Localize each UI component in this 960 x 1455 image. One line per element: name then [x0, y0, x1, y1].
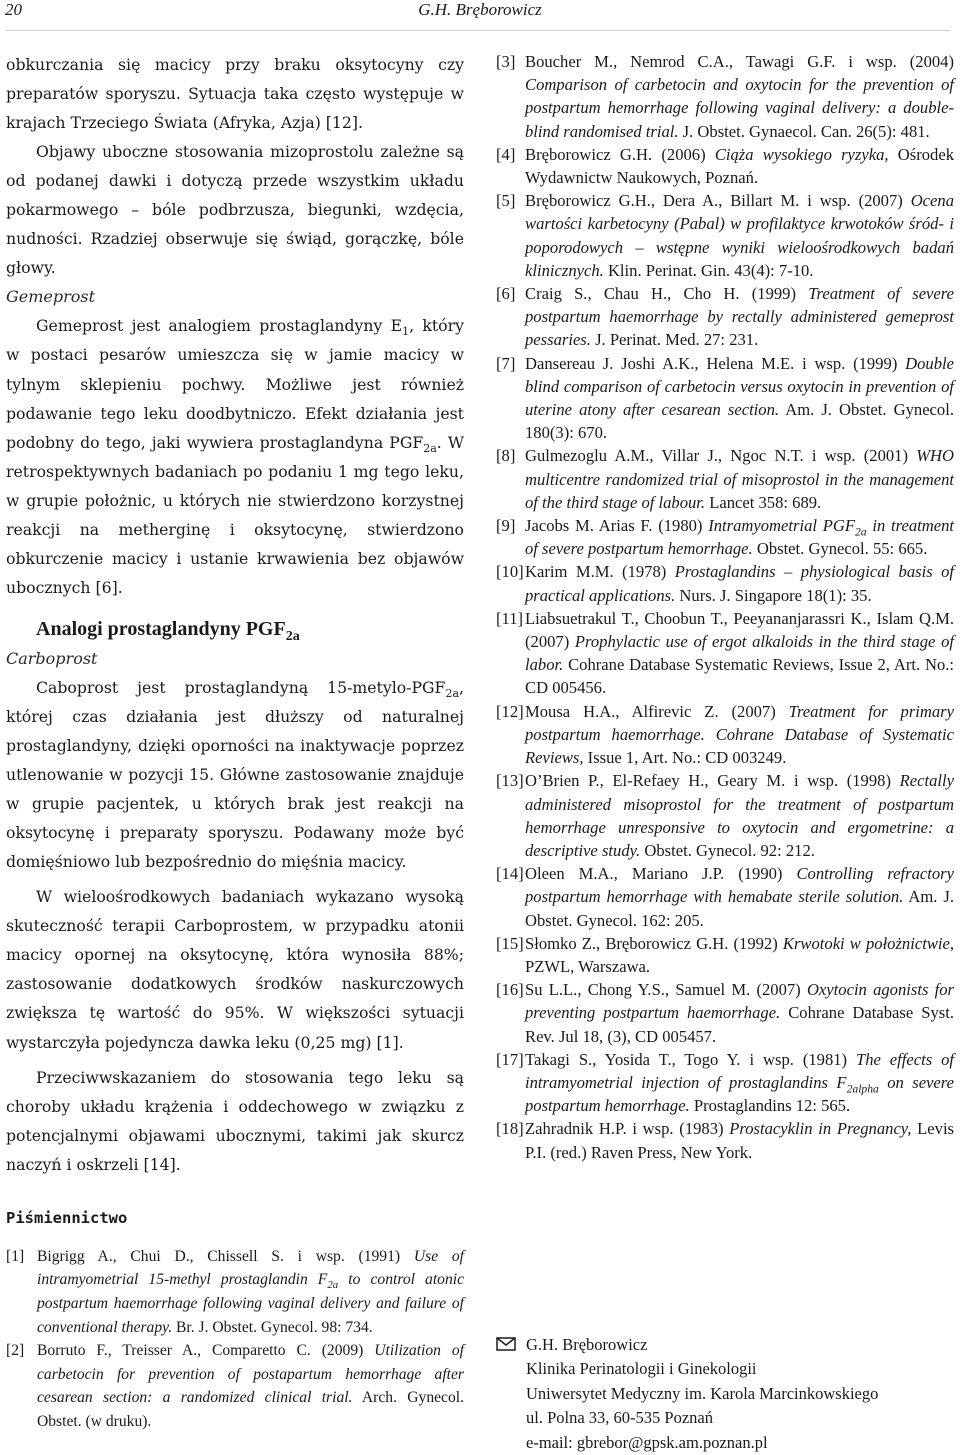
reference-text — [525, 352, 954, 445]
subscript: 2a — [327, 1279, 339, 1292]
reference-title-text: Rectally administered misoprostol for the treatment of postpartum hemorrhage unresponsive to oxytocin and ergometrine: a descriptive study. — [525, 771, 954, 860]
reference-source: Am. J. Obstet. Gynecol. 180(3): 670. — [525, 400, 954, 443]
paragraph-gemeprost — [6, 311, 464, 601]
reference-title — [715, 145, 889, 164]
reference-title-text: Treatment for primary postpartum haemorrhage. Cohrane Database of Systematic Reviews, — [525, 701, 954, 768]
contact-email[interactable]: e-mail: gbrebor@gpsk.am.poznan.pl — [526, 1432, 768, 1452]
reference-number: [2] — [6, 1342, 25, 1360]
reference-source: Arch. Gynecol. Obstet. (w druku). — [37, 1389, 464, 1430]
contact-line: Klinika Perinatologii i Ginekologii — [526, 1359, 757, 1379]
reference-text — [525, 932, 954, 978]
reference-text — [525, 143, 954, 189]
reference-title-text: Double blind comparison of carbetocin versus oxytocin in prevention of uterine atony after cesarean section. — [525, 353, 954, 420]
reference-source: J. Perinat. Med. 27: 231. — [590, 330, 759, 350]
text-run: , który w postaci pesarów umieszcza się w jamie macicy w tylnym sklepieniu pochwy. Możliwe jest również podawanie tego leku doodbytniczo. Efekt działania jest podobny do tego, jaki wywiera prostaglandyna PGF — [6, 316, 464, 452]
reference-number: [1] — [6, 1247, 25, 1265]
reference-item — [496, 352, 954, 445]
subscript: 2a — [285, 628, 300, 644]
reference-text — [525, 1048, 954, 1118]
reference-title-text: Comparison of carbetocin and oxytocin for the prevention of postpartum hemorrhage following vaginal delivery: a double-blind randomised trial. — [525, 75, 954, 141]
reference-authors: Borruto F., Treisser A., Comparetto C. (2009) — [37, 1342, 375, 1360]
reference-source: Prostaglandins 12: 565. — [689, 1096, 851, 1116]
left-column — [6, 50, 464, 1433]
reference-number: [13] — [496, 771, 524, 791]
reference-text — [37, 1245, 464, 1339]
reference-text — [525, 560, 954, 606]
reference-number: [3] — [496, 52, 516, 71]
reference-source: Lancet 358: 689. — [705, 492, 822, 512]
correspondence-block — [496, 1333, 954, 1455]
reference-authors: Gulmezoglu A.M., Villar J., Ngoc N.T. i wsp. (2001) — [525, 446, 917, 466]
reference-source: Am. J. Obstet. Gynecol. 162: 205. — [525, 887, 955, 930]
paragraph-carboprost — [6, 673, 464, 876]
reference-source: Cohrane Database Systematic Reviews, Issue 2, Art. No.: CD 005456. — [525, 655, 954, 698]
reference-number: [17] — [496, 1049, 524, 1069]
reference-number: [6] — [496, 284, 516, 304]
subscript: 2a — [423, 441, 437, 455]
reference-item — [496, 862, 954, 932]
contact-line: Uniwersytet Medyczny im. Karola Marcinkowskiego — [526, 1383, 879, 1403]
spacer — [6, 1229, 464, 1245]
header-rule — [5, 30, 950, 31]
reference-authors: Słomko Z., Bręborowicz G.H. (1992) — [525, 933, 783, 953]
reference-authors: Bręborowicz G.H. (2006) — [525, 144, 715, 164]
reference-item — [496, 143, 954, 189]
reference-title-text: Prophylactic use of ergot alkaloids in the third stage of labor. — [525, 632, 954, 675]
reference-source: Br. J. Obstet. Gynecol. 98: 734. — [172, 1318, 373, 1336]
reference-title-text: Intramyometrial PGF — [708, 516, 855, 536]
reference-authors: Karim M.M. (1978) — [525, 562, 675, 582]
reference-authors: Takagi S., Yosida T., Togo Y. i wsp. (1981) — [525, 1049, 856, 1069]
reference-title-text: WHO multicentre randomized trial of misoprostol in the management of the third stage of labour. — [525, 446, 954, 512]
reference-source: Obstet. Gynecol. 92: 212. — [640, 840, 815, 860]
reference-authors: Dansereau J. Joshi A.K., Helena M.E. i wsp. (1999) — [525, 353, 906, 373]
reference-source: Issue 1, Art. No.: CD 003249. — [583, 748, 787, 768]
reference-number: [15] — [496, 933, 524, 953]
reference-item — [496, 282, 954, 352]
reference-text — [37, 1339, 464, 1433]
reference-number: [7] — [496, 353, 516, 373]
gemeprost-heading: Gemeprost — [6, 287, 96, 307]
reference-authors: Boucher M., Nemrod C.A., Tawagi G.F. i wsp. (2004) — [525, 52, 954, 71]
reference-number: [10] — [496, 562, 524, 582]
contact-name: G.H. Bręborowicz — [526, 1335, 648, 1354]
reference-item — [496, 1048, 954, 1118]
reference-text — [525, 769, 954, 862]
reference-source: Nurs. J. Singapore 18(1): 35. — [675, 585, 872, 605]
reference-item — [496, 978, 954, 1048]
reference-authors: Mousa H.A., Alfirevic Z. (2007) — [525, 701, 789, 721]
reference-authors: Bigrigg A., Chui D., Chissell S. i wsp. (1991) — [37, 1247, 414, 1265]
reference-authors: O’Brien P., El-Refaey H., Geary M. i wsp. (1998) — [525, 771, 900, 791]
references-list-right — [496, 50, 954, 1164]
reference-number: [8] — [496, 446, 516, 466]
reference-title-text: Ciąża wysokiego ryzyka, — [714, 144, 889, 164]
heading-text: Analogi prostaglandyny PGF — [36, 617, 286, 640]
reference-item — [496, 1117, 954, 1163]
paragraph-1: obkurczania się macicy przy braku oksytocyny czy preparatów sporyszu. Sytuacja taka często występuje w krajach Trzeciego Świata (Afryka, Azja) [12]. — [6, 55, 464, 133]
reference-title-text: Krwotoki w położnictwie, — [782, 933, 955, 953]
reference-item — [496, 50, 954, 143]
subscript: 1 — [402, 325, 410, 339]
reference-source: Ośrodek Wydawnictw Naukowych, Poznań. — [525, 144, 954, 188]
spacer — [6, 602, 464, 614]
reference-item — [6, 1339, 464, 1433]
reference-title-text: on severe postpartum hemorrhage. — [525, 1072, 955, 1116]
running-head — [5, 0, 955, 30]
reference-text — [525, 444, 954, 514]
reference-source: J. Obstet. Gynaecol. Can. 26(5): 481. — [678, 121, 930, 141]
reference-authors: Craig S., Chau H., Cho H. (1999) — [525, 284, 809, 304]
paragraph-contraindications: Przeciwwskazaniem do stosowania tego leku są choroby układu krążenia i oddechowego w związku z potencjalnymi objawami ubocznymi, takimi jak skurcz naczyń i oskrzeli [14]. — [6, 1067, 464, 1174]
reference-source: Levis P.I. (red.) Raven Press, New York. — [525, 1119, 955, 1162]
reference-authors: Bręborowicz G.H., Dera A., Billart M. i wsp. (2007) — [525, 191, 911, 211]
reference-source: Klin. Perinat. Gin. 43(4): 7-10. — [603, 260, 814, 280]
reference-number: [4] — [496, 144, 516, 164]
reference-authors: Liabsuetrakul T., Choobun T., Peeyananjarassri K., Islam Q.M. (2007) — [525, 608, 954, 652]
text-run: , której czas działania jest dłuższy od naturalnej prostaglandyny, dzięki oporności na inaktywacje poprzez utlenowanie w pozycji 15. Główne zastosowanie znajduje w grupie pacjentek, u których brak jest reakcji na oksytocynę i preparaty sporyszu. Podawany może być domięśniowo lub bezpośrednio do mięśnia macicy. — [6, 677, 464, 872]
reference-item — [496, 700, 954, 770]
reference-title — [783, 934, 954, 953]
reference-source: Cohrane Database Syst. Rev. Jul 18, (3), CD 005457. — [525, 1003, 954, 1046]
text-run: . W retrospektywnych badaniach po podaniu 1 mg tego leku, w grupie położnic, u których nie stwierdzono korzystnej reakcji na metherginę i oksytocynę, stwierdzono obkurczenie macicy i ustanie krwawienia bez objawów ubocznych [6]. — [6, 432, 464, 597]
reference-text — [525, 978, 954, 1048]
paragraph-efficacy: W wieloośrodkowych badaniach wykazano wysoką skuteczność terapii Carboprostem, w przypadku atonii macicy opornej na oksytocynę, która wynosiła 88%; zastosowanie dodatkowych środków naskurczowych zwiększa tę wartość do 95%. W większości sytuacji wystarczyła pojedyncza dawka leku (0,25 mg) [1]. — [6, 887, 464, 1052]
carboprost-heading: Carboprost — [6, 648, 98, 668]
reference-text — [525, 607, 954, 700]
reference-number: [9] — [496, 516, 516, 536]
reference-item — [496, 607, 954, 700]
reference-authors: Su L.L., Chong Y.S., Samuel M. (2007) — [525, 980, 807, 1000]
reference-text — [525, 189, 954, 282]
reference-text — [525, 282, 954, 352]
envelope-icon — [496, 1333, 526, 1455]
reference-number: [18] — [496, 1119, 524, 1139]
reference-title-text: to control atonic postpartum haemorrhage following vaginal delivery and failure of conventional therapy. — [37, 1271, 464, 1336]
reference-title-text: The effects of intramyometrial injection of prostaglandins F — [525, 1049, 954, 1092]
contact-line: ul. Polna 33, 60-535 Poznań — [526, 1408, 713, 1428]
section-heading — [6, 614, 464, 644]
text-run: Gemeprost jest analogiem prostaglandyny E — [36, 316, 403, 336]
subscript: 2a — [445, 687, 459, 701]
page-number: 20 — [5, 0, 22, 19]
reference-number: [5] — [496, 191, 516, 211]
reference-title — [729, 1119, 911, 1138]
reference-title-text: Utilization of carbetocin for prevention of postapartum hemorrhage after cesarean section: a randomized clinical trial. — [37, 1342, 464, 1407]
reference-item — [496, 189, 954, 282]
reference-title-text: Treatment of severe postpartum haemorrhage by rectally administered gemeprost pessaries. — [525, 284, 954, 350]
reference-title-text: Prostacyklin in Pregnancy, — [729, 1119, 912, 1139]
subscript: 2alpha — [846, 1082, 879, 1096]
references-list-left — [6, 1245, 464, 1434]
reference-item — [6, 1245, 464, 1339]
reference-authors: Oleen M.A., Mariano J.P. (1990) — [525, 864, 797, 884]
reference-number: [12] — [496, 701, 524, 721]
running-title: G.H. Bręborowicz — [418, 0, 542, 19]
reference-source: PZWL, Warszawa. — [525, 956, 651, 976]
reference-text — [525, 514, 954, 560]
reference-text — [525, 50, 954, 143]
reference-item — [496, 444, 954, 514]
reference-title-text: Use of intramyometrial 15-methyl prostaglandin F — [37, 1247, 465, 1289]
reference-item — [496, 769, 954, 862]
reference-authors: Jacobs M. Arias F. (1980) — [525, 516, 709, 536]
spacer — [6, 1179, 464, 1207]
reference-authors: Zahradnik H.P. i wsp. (1983) — [525, 1119, 730, 1139]
reference-title-text: Controlling refractory postpartum hemorrhage with hemabate sterile solution. — [525, 864, 954, 907]
reference-number: [14] — [496, 864, 524, 884]
reference-number: [16] — [496, 980, 524, 1000]
paragraph-2: Objawy uboczne stosowania mizoprostolu zależne są od podanej dawki i dotyczą przede wszystkim układu pokarmowego – bóle podbrzusza, biegunki, wzdęcia, nudności. Rzadziej obserwuje się świąd, gorączkę, bóle głowy. — [6, 142, 464, 278]
reference-item — [496, 514, 954, 560]
reference-title-text: Prostaglandins – physiological basis of practical applications. — [525, 562, 954, 605]
right-column — [496, 50, 954, 1164]
subscript: 2a — [855, 525, 867, 539]
reference-text — [525, 862, 954, 932]
reference-title-text: Oxytocin agonists for preventing postpartum haemorrhage. — [525, 980, 954, 1023]
reference-item — [496, 560, 954, 606]
reference-number: [11] — [496, 608, 524, 628]
reference-title-text: in treatment of severe postpartum hemorrhage. — [525, 516, 955, 559]
reference-source: Obstet. Gynecol. 55: 665. — [752, 539, 928, 559]
text-run: Caboprost jest prostaglandyną 15-metylo-PGF — [36, 677, 446, 697]
references-heading: Piśmiennictwo — [6, 1208, 128, 1227]
reference-item — [496, 932, 954, 978]
reference-title-text: Ocena wartości karbetocyny (Pabal) w profilaktyce krwotoków śród- i poporodowych – wstępne wyniki wieloośrodkowych badań klinicznych. — [525, 191, 954, 280]
reference-text — [525, 1117, 954, 1163]
reference-text — [525, 700, 954, 770]
